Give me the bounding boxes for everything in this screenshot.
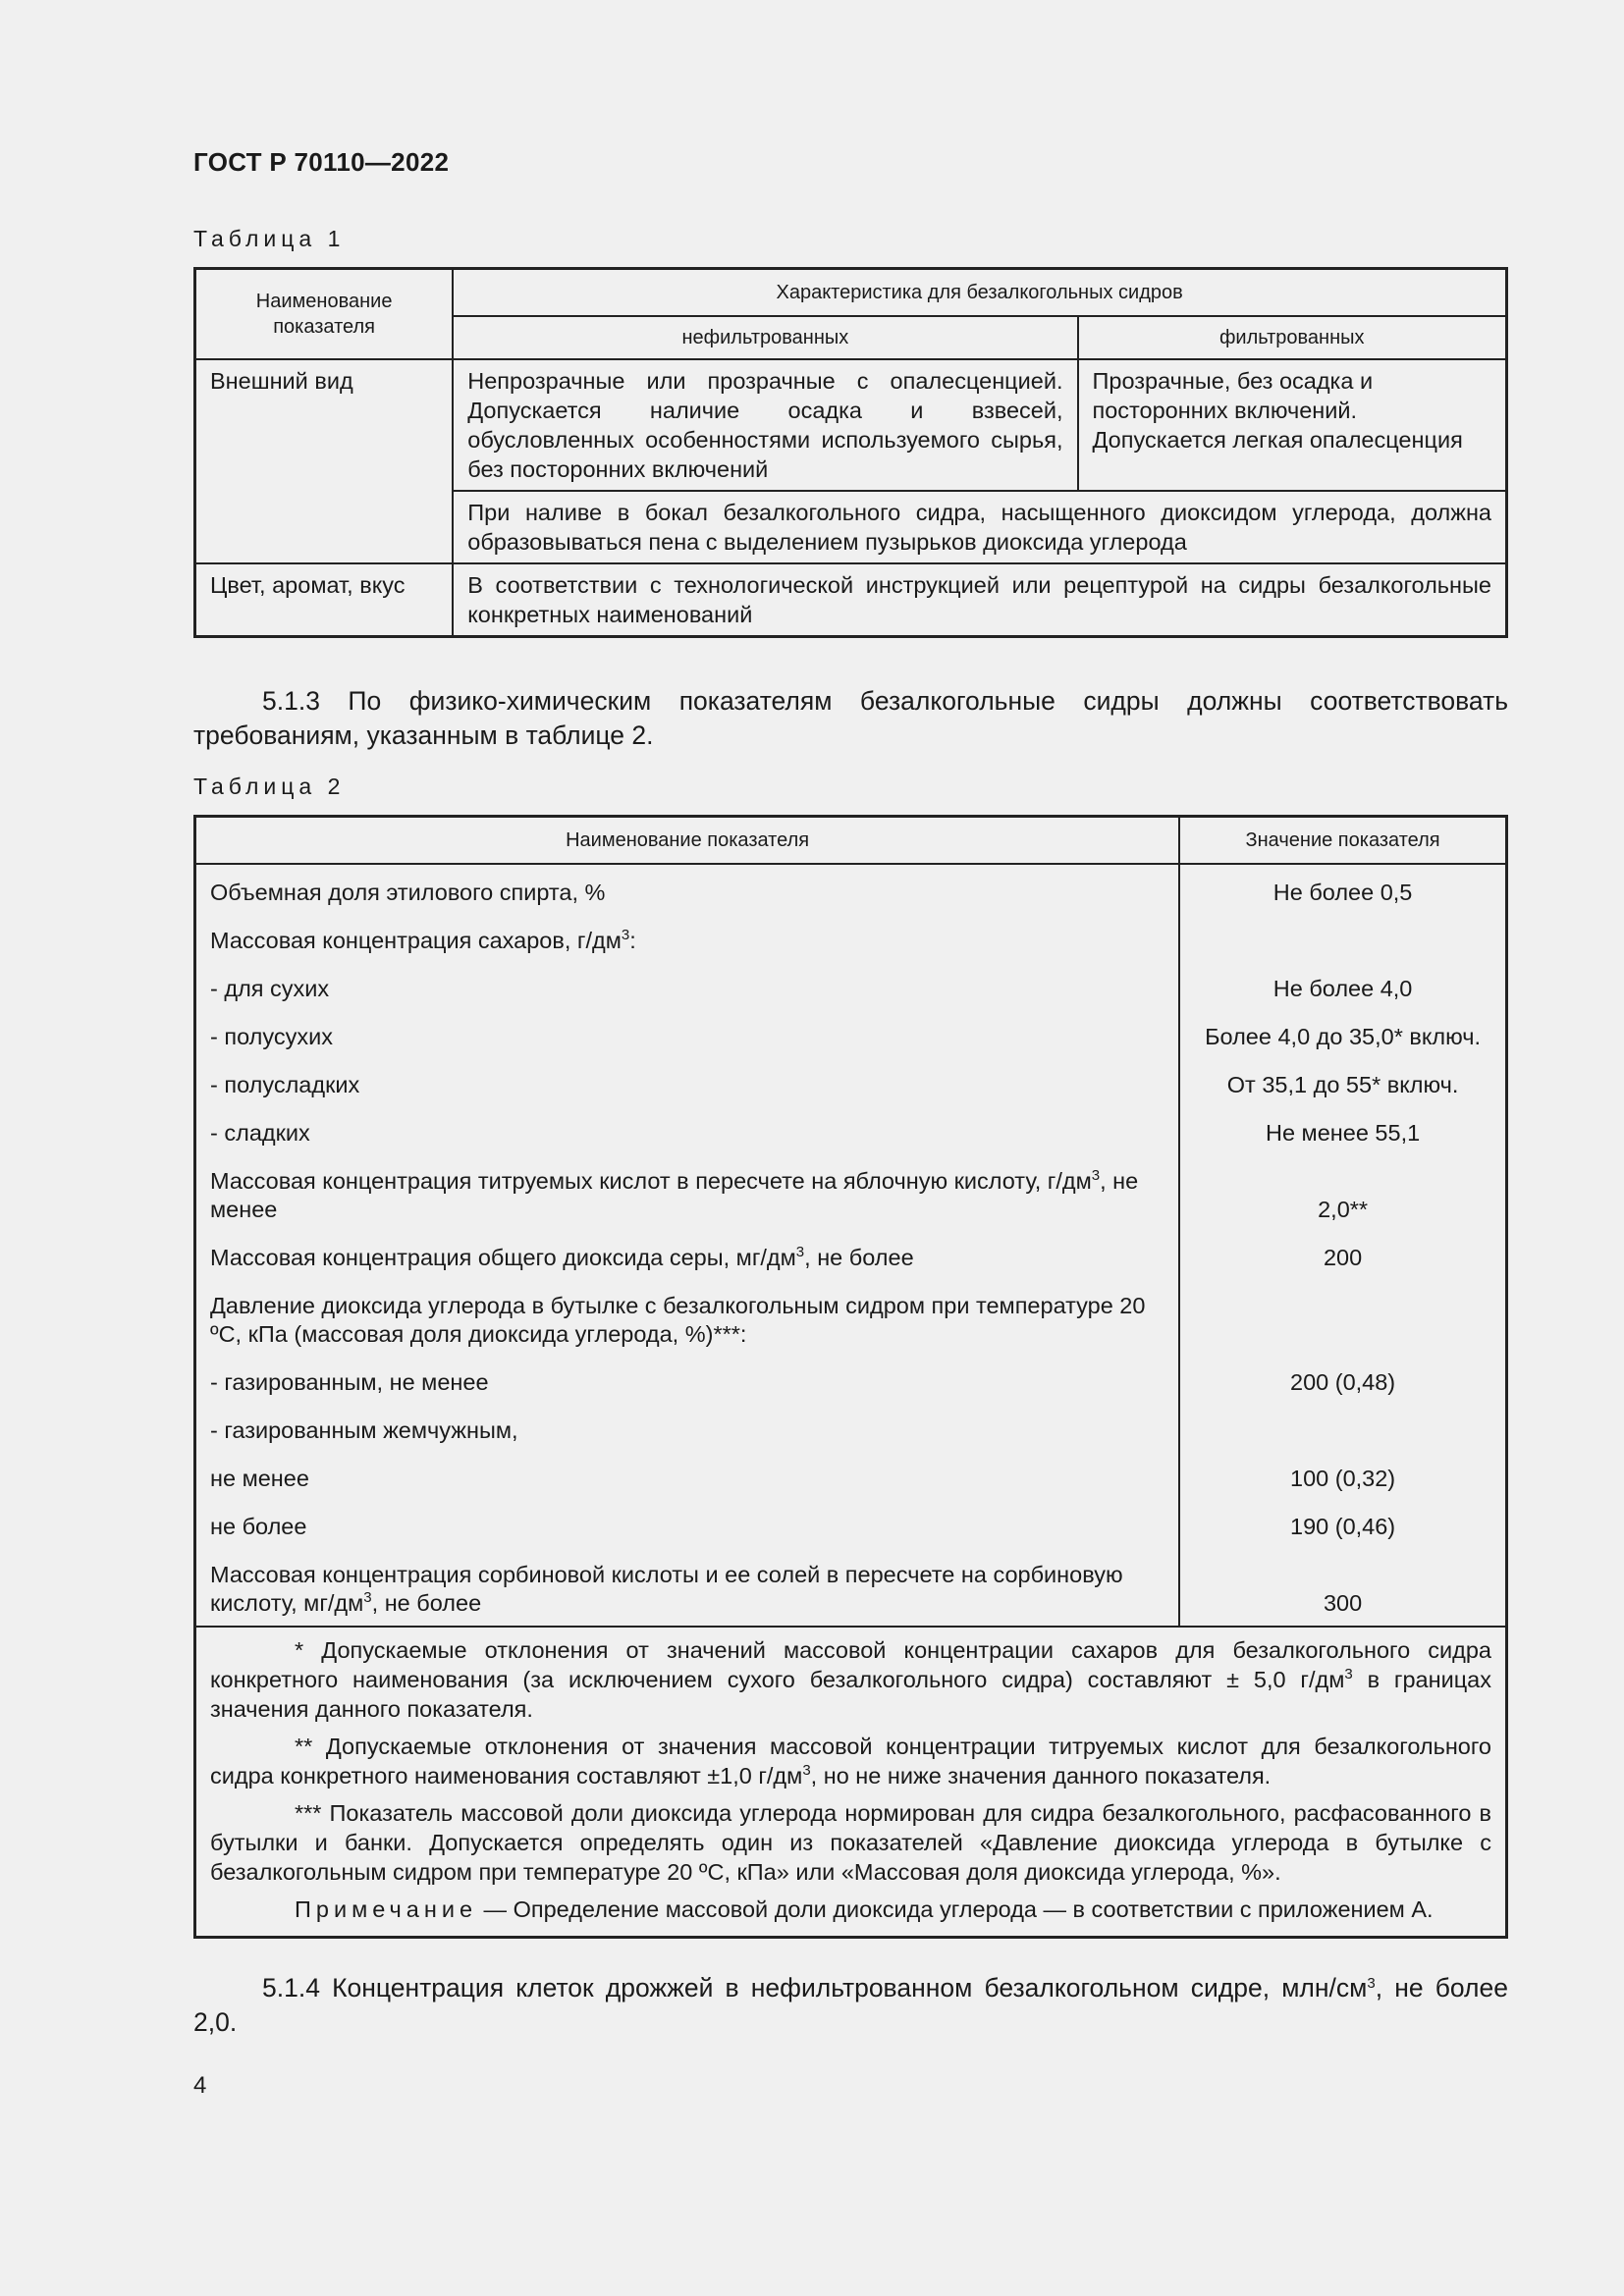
- t2-cell-name: не более: [195, 1503, 1180, 1551]
- t2-cell-name: Массовая концентрация титруемых кислот в пересчете на яблочную кислоту, $г/дм^3$, не менее: [195, 1157, 1180, 1234]
- t1-header-name: Наименование показателя: [195, 269, 454, 359]
- t2-cell-name: - для сухих: [195, 965, 1180, 1013]
- paragraph-5-1-3: 5.1.3 По физико-химическим показателям безалкогольные сидры должны соответствовать требованиям, указанным в таблице 2.: [193, 686, 1508, 750]
- footnote-1: * Допускаемые отклонения от значений массовой концентрации сахаров для безалкогольного сидра конкретного наименования (за исключением сухого безалкогольного сидра) составляют ± 5,0 $г/дм^3$ в границах значения данного показателя.: [210, 1637, 1491, 1722]
- t2-cell-name: - полусухих: [195, 1013, 1180, 1061]
- page-number: 4: [193, 2072, 207, 2099]
- t2-row: [195, 1455, 1507, 1503]
- t2-row: [195, 1157, 1507, 1234]
- t2-cell-name: Давление диоксида углерода в бутылке с безалкогольным сидром при температуре 20 ºС, кПа (массовая доля диоксида углерода, %)***:: [195, 1282, 1180, 1359]
- t2-cell-name: - сладких: [195, 1109, 1180, 1157]
- table-2: [193, 815, 1508, 1939]
- t2-cell-value: 300: [1179, 1551, 1506, 1627]
- t2-cell-value: Не более 4,0: [1179, 965, 1506, 1013]
- t1-row-name: Внешний вид: [195, 359, 454, 563]
- t2-cell-name: - газированным жемчужным,: [195, 1407, 1180, 1455]
- t1-header-unfiltered: нефильтрованных: [453, 316, 1077, 359]
- t2-row: [195, 1109, 1507, 1157]
- t1-header-group: Характеристика для безалкогольных сидров: [453, 269, 1506, 316]
- t2-row: [195, 917, 1507, 965]
- table1-caption: Таблица 1: [193, 226, 346, 251]
- t1-header-filtered: фильтрованных: [1078, 316, 1507, 359]
- t2-cell-value: Не менее 55,1: [1179, 1109, 1506, 1157]
- t2-cell-value: 200 (0,48): [1179, 1359, 1506, 1407]
- t2-cell-value: [1179, 1282, 1506, 1359]
- t2-row: [195, 1282, 1507, 1359]
- table2-caption: Таблица 2: [193, 774, 346, 799]
- footnote-3: *** Показатель массовой доли диоксида углерода нормирован для сидра безалкогольного, расфасованного в бутылки и банки. Допускается определять один из показателей «Давление диоксида углерода в бутылке с безалкогольным сидром при температуре 20 ºС, кПа» или «Массовая доля диоксида углерода, %».: [210, 1800, 1491, 1885]
- t2-cell-name: - полусладких: [195, 1061, 1180, 1109]
- remark-label: Примечание: [295, 1896, 478, 1922]
- t2-header-name: Наименование показателя: [195, 817, 1180, 865]
- t1-row-name: Цвет, аромат, вкус: [195, 563, 454, 637]
- t2-row: [195, 1234, 1507, 1282]
- t2-row: [195, 1359, 1507, 1407]
- t2-row: [195, 1407, 1507, 1455]
- t2-cell-name: Массовая концентрация сахаров, $г/дм^3$:: [195, 917, 1180, 965]
- t2-cell-value: [1179, 1407, 1506, 1455]
- t2-header-value: Значение показателя: [1179, 817, 1506, 865]
- standard-designation: ГОСТ Р 70110—2022: [193, 147, 450, 177]
- t2-cell-value: Не более 0,5: [1179, 864, 1506, 917]
- t2-row: [195, 1013, 1507, 1061]
- t2-footnotes: [195, 1627, 1507, 1938]
- t2-row: [195, 965, 1507, 1013]
- footnote-2: ** Допускаемые отклонения от значения массовой концентрации титруемых кислот для безалкогольного сидра конкретного наименования составляют ±1,0 $г/дм^3$, но не ниже значения данного показателя.: [210, 1734, 1491, 1789]
- t2-cell-value: 190 (0,46): [1179, 1503, 1506, 1551]
- table-remark: [210, 1895, 1491, 1924]
- t2-row: [195, 1061, 1507, 1109]
- t2-row: [195, 1503, 1507, 1551]
- t2-cell-value: [1179, 917, 1506, 965]
- t2-cell-value: От 35,1 до 55* включ.: [1179, 1061, 1506, 1109]
- t2-row: [195, 1551, 1507, 1627]
- paragraph-5-1-4: 5.1.4 Концентрация клеток дрожжей в нефильтрованном безалкогольном сидре, млн/$см^3$, не более 2,0.: [193, 1973, 1508, 2037]
- t2-cell-value: 200: [1179, 1234, 1506, 1282]
- t2-cell-value: 2,0**: [1179, 1157, 1506, 1234]
- t2-cell-name: Объемная доля этилового спирта, %: [195, 864, 1180, 917]
- table-1: [193, 267, 1508, 638]
- t2-cell-name: Массовая концентрация общего диоксида серы, $мг/дм^3$, не более: [195, 1234, 1180, 1282]
- t1-cell-common: В соответствии с технологической инструкцией или рецептурой на сидры безалкогольные конкретных наименований: [453, 563, 1506, 637]
- t1-cell-filtered: Прозрачные, без осадка и посторонних включений. Допускается легкая опалесценция: [1078, 359, 1507, 491]
- t2-cell-name: не менее: [195, 1455, 1180, 1503]
- t2-cell-name: - газированным, не менее: [195, 1359, 1180, 1407]
- t1-cell-unfiltered: Непрозрачные или прозрачные с опалесценцией. Допускается наличие осадка и взвесей, обусловленных особенностями используемого сырья, без посторонних включений: [453, 359, 1077, 491]
- t2-cell-name: Массовая концентрация сорбиновой кислоты и ее солей в пересчете на сорбиновую кислоту, $мг/дм^3$, не более: [195, 1551, 1180, 1627]
- t2-cell-value: Более 4,0 до 35,0* включ.: [1179, 1013, 1506, 1061]
- t2-cell-value: 100 (0,32): [1179, 1455, 1506, 1503]
- t1-cell-common: При наливе в бокал безалкогольного сидра, насыщенного диоксидом углерода, должна образовываться пена с выделением пузырьков диоксида углерода: [453, 491, 1506, 563]
- t2-row: [195, 864, 1507, 917]
- remark-text: — Определение массовой доли диоксида углерода — в соответствии с приложением А.: [477, 1896, 1434, 1922]
